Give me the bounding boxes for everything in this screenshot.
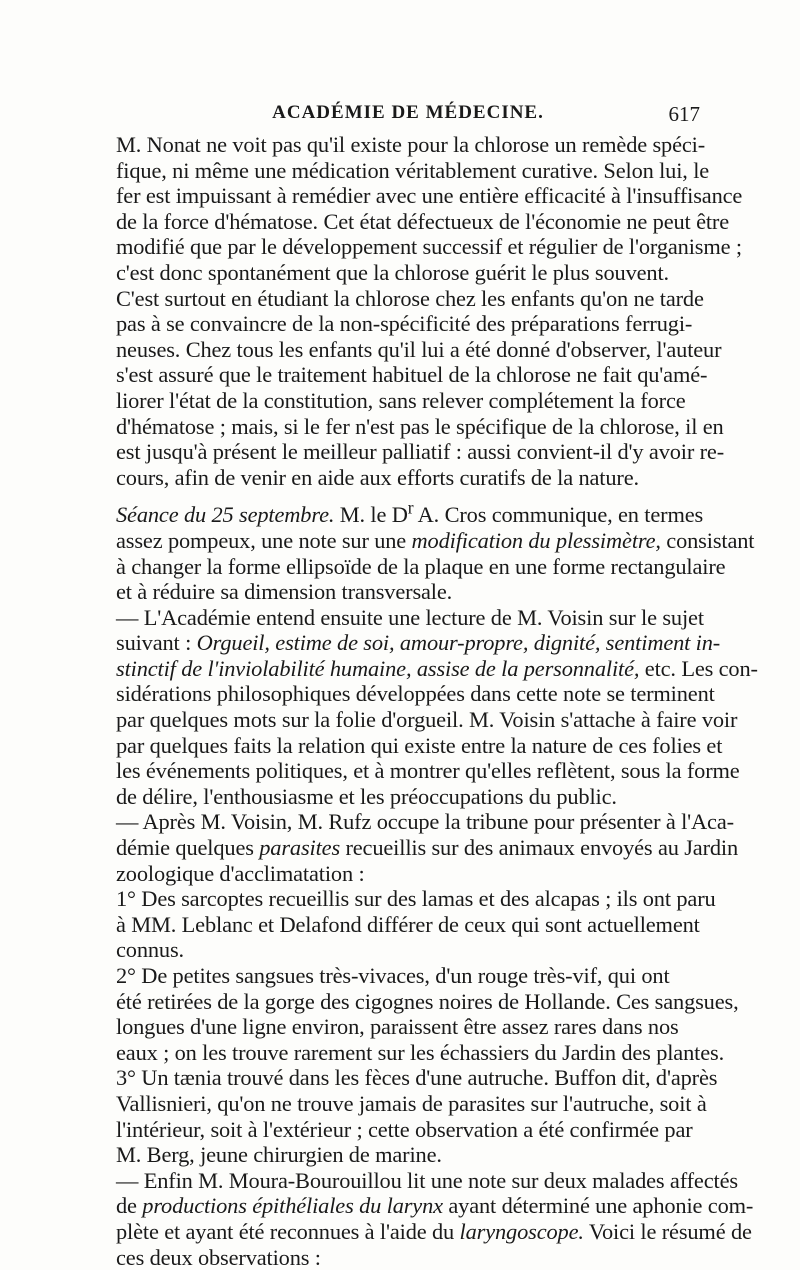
seance-line: à changer la forme ellipsoïde de la plaque en une forme rectangulaire [116,553,726,579]
seance-line: Séance du 25 septembre. M. le $D^r$ A. Cros communique, en termes [116,497,704,528]
seance-date: Séance du 25 septembre. [116,502,335,528]
moura-line: — Enfin M. Moura-Bourouillou lit une note sur deux malades affectés [116,1167,738,1193]
paragraph-line: fer est impuissant à remédier avec une entière efficacité à l'insuffisance [116,183,743,209]
moura-line: ces deux observations : [116,1244,321,1270]
list-item-line: 1° Des sarcoptes recueillis sur des lamas et des alcapas ; ils ont paru [116,886,716,912]
seance-line: assez pompeux, une note sur une modification du plessimètre, consistant [116,527,755,553]
voisin-line: stinctif de l'inviolabilité humaine, assise de la personnalité, etc. Les con- [116,655,758,681]
rufz-line: — Après M. Voisin, M. Rufz occupe la tribune pour présenter à l'Aca- [116,809,734,835]
voisin-line: par quelques faits la relation qui existe entre la nature de ces folies et [116,732,723,758]
voisin-line: suivant : Orgueil, estime de soi, amour-propre, dignité, sentiment in- [116,630,721,656]
voisin-line: sidérations philosophiques développées dans cette note se terminent [116,681,715,707]
paragraph-line: liorer l'état de la constitution, sans relever complétement la force [116,387,686,413]
paragraph-line: est jusqu'à présent le meilleur palliatif : aussi convient-il d'y avoir re- [116,439,725,465]
paragraph-nonat-line: M. Nonat ne voit pas qu'il existe pour la chlorose un remède spéci- [116,132,706,157]
seance-line: et à réduire sa dimension transversale. [116,579,453,605]
list-item-line: l'intérieur, soit à l'extérieur ; cette observation a été confirmée par [116,1116,693,1142]
list-item-line: M. Berg, jeune chirurgien de marine. [116,1142,442,1168]
running-header [116,102,700,132]
list-item-line: 2° De petites sangsues très-vivaces, d'un rouge très-vif, qui ont [116,963,670,988]
moura-line: de productions épithéliales du larynx ayant déterminé une aphonie com- [116,1193,754,1219]
list-item-line: 3° Un tænia trouvé dans les fèces d'une autruche. Buffon dit, d'après [116,1065,718,1091]
page-number: 617 [668,102,700,126]
list-item-line: longues d'une ligne environ, paraissent être assez rares dans nos [116,1014,679,1040]
paragraph-line: C'est surtout en étudiant la chlorose chez les enfants qu'on ne tarde [116,285,704,311]
rufz-line: démie quelques parasites recueillis sur des animaux envoyés au Jardin [116,835,739,861]
paragraph-line: modifié que par le développement successif et régulier de l'organisme ; [116,234,742,260]
list-item-line: à MM. Leblanc et Delafond différer de ceux qui sont actuellement [116,911,700,937]
list-item-line: été retirées de la gorge des cigognes noires de Hollande. Ces sangsues, [116,988,739,1014]
paragraph-line: de la force d'hématose. Cet état défectueux de l'économie ne peut être [116,208,730,234]
rufz-line: zoologique d'acclimatation : [116,860,365,886]
list-item-line: connus. [116,937,184,963]
paragraph-line: pas à se convaincre de la non-spécificité des préparations ferrugi- [116,311,693,337]
voisin-line: de délire, l'enthousiasme et les préoccupations du public. [116,783,617,809]
running-title: ACADÉMIE DE MÉDECINE. [272,102,544,123]
voisin-line: — L'Académie entend ensuite une lecture de M. Voisin sur le sujet [116,604,704,630]
paragraph-line: c'est donc spontanément que la chlorose guérit le plus souvent. [116,259,669,285]
list-item-line: eaux ; on les trouve rarement sur les échassiers du Jardin des plantes. [116,1039,725,1065]
body-text [116,132,758,1270]
paragraph-line: cours, afin de venir en aide aux efforts curatifs de la nature. [116,464,639,490]
list-item-line: Vallisnieri, qu'on ne trouve jamais de parasites sur l'autruche, soit à [116,1090,707,1116]
paragraph-line: fique, ni même une médication véritablement curative. Selon lui, le [116,157,710,183]
paragraph-line: d'hématose ; mais, si le fer n'est pas le spécifique de la chlorose, il en [116,413,724,439]
voisin-line: les événements politiques, et à montrer qu'elles reflètent, sous la forme [116,758,740,784]
voisin-line: par quelques mots sur la folie d'orgueil. M. Voisin s'attache à faire voir [116,707,738,733]
moura-line: plète et ayant été reconnues à l'aide du laryngoscope. Voici le résumé de [116,1218,752,1244]
paragraph-line: s'est assuré que le traitement habituel de la chlorose ne fait qu'amé- [116,362,708,388]
paragraph-line: neuses. Chez tous les enfants qu'il lui a été donné d'observer, l'auteur [116,336,722,362]
